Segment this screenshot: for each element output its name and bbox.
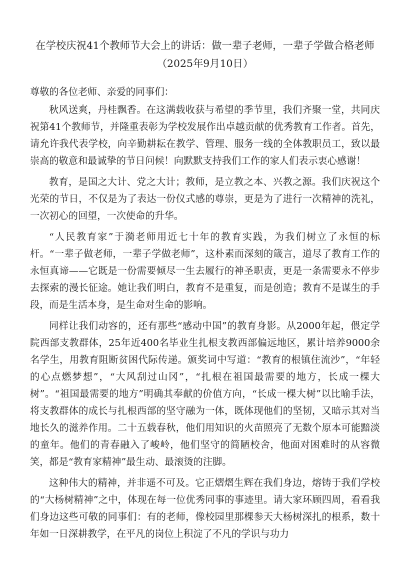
- paragraph-4: 同样让我们动容的，还有那些“感动中国”的教育身影。从2000年起，偎定学院西部支教群体，25年近400名毕业生扎根支教西部偏远地区，累计培养9000余名学生，用教育阻断贫困代际传递。颁奖词中写道：“教育的根镇住流沙”，“年轻的心点燃梦想”，“大风刮过山冈”，“扎根在祖国最需要的地方，长成一棵大树”。“祖国最需要的地方”明确其奉献的价值方向，“长成一棵大树”以比喻手法，将支教群体的成长与扎根西部的坚守融为一体，既体现他们的坚韧，又暗示其对当地长久的滋养作用。二十五载春秋，他们用知识的火苗照亮了无数个原本可能黯淡的童年。他们的青春融入了峻岭，他们坚守的简陋校舍，他面对困难时的从容微笑，都是“教育家精神”最生动、最滚烫的注脚。: [30, 321, 380, 468]
- paragraph-1: 秋风送爽，丹桂飘香。在这满载收获与希望的季节里，我们齐聚一堂，共同庆祝第41个教师节，并隆重表彰为学校发展作出卓越贡献的优秀教育工作者。首先，请允许我代表学校，向辛勤耕耘在教学、管理、服务一线的全体教职员工，致以最崇高的敬意和最诚挚的节日问候！向默默支持我们工作的家人们表示衷心感谢！: [30, 105, 380, 167]
- paragraph-5: 这种伟大的精神，并非遥不可及。它正熠熠生辉在我们身边，熔铸于我们学校的“大杨树精神”之中，体现在每一位优秀同事的事迹里。请大家环顾四周，看看我们身边这些可敬的同事们：有的老师，像校园里那棵参天大杨树深扎的根系，数十年如一日深耕教学，在平凡的岗位上积淀了不凡的学识与功力: [30, 478, 380, 540]
- greeting: 尊敬的各位老师、亲爱的同事们：: [30, 87, 174, 98]
- speech-title: 在学校庆祝41个教师节大会上的讲话：做一辈子老师，一辈子学做合格老师: [35, 41, 375, 52]
- paragraph-3: “人民教育家”于漪老师用近七十年的教育实践，为我们树立了永恒的标杆。“一辈子做老师，一辈子学做老师”，这朴素而深刻的箴言，道尽了教育工作的永恒真谛——它既是一份需要倾尽一生去履行的神圣职责，更是一条需要永不停步去探索的漫长征途。她让我们明白，教育不是重复，而是创造；教育不是谋生的手段，而是生活本身，是生命对生命的影响。: [30, 232, 380, 311]
- speech-date: （2025年9月10日）: [156, 59, 254, 70]
- paragraph-2: 教育，是国之大计、党之大计；教师，是立教之本、兴教之源。我们庆祝这个光荣的节日，不仅是为了表达一份仪式感的尊崇，更是为了进行一次精神的洗礼，一次初心的回望，一次使命的升华。: [30, 177, 380, 222]
